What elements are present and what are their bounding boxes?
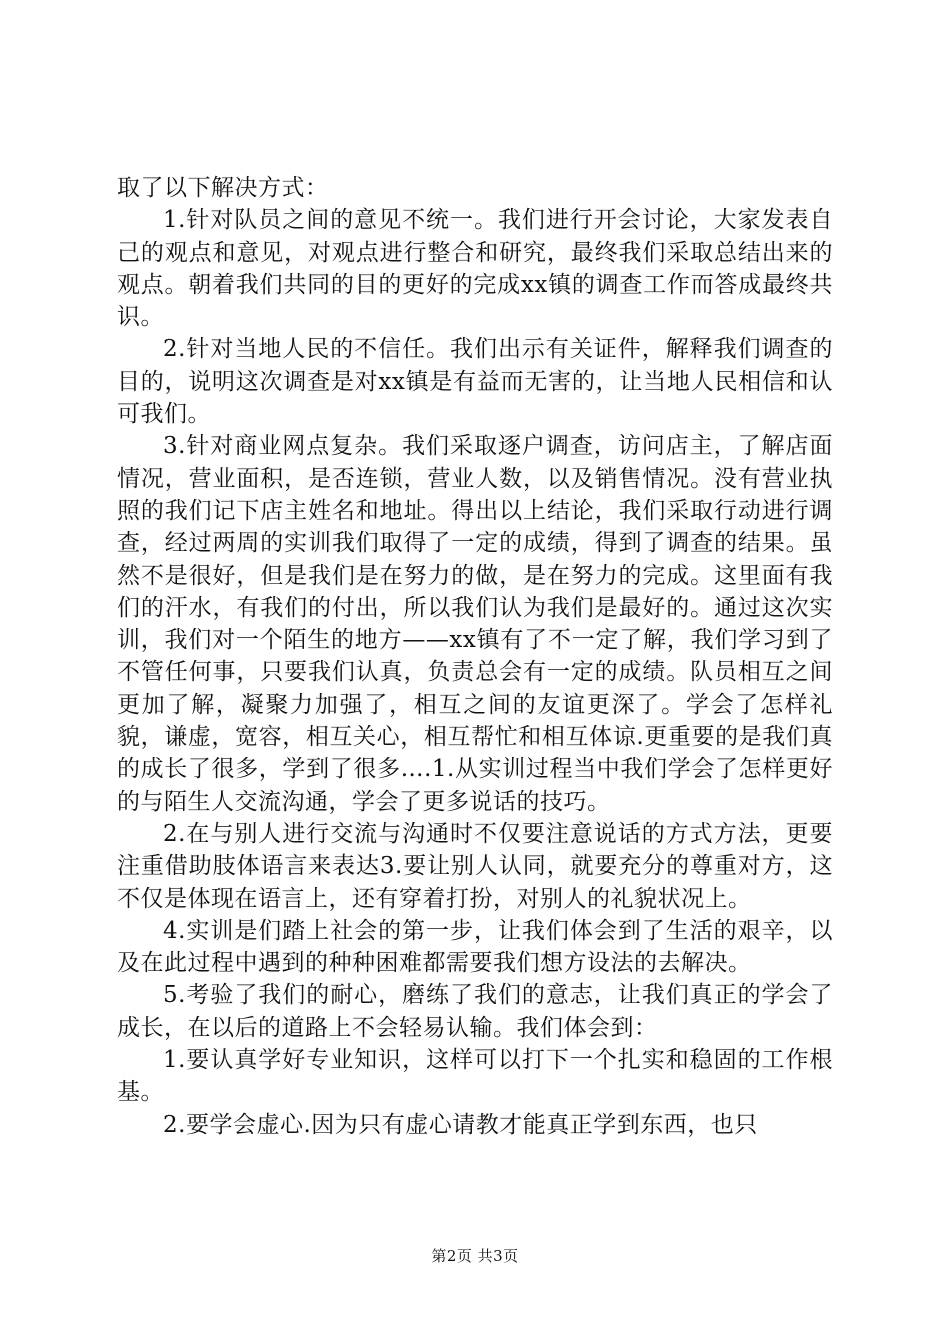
document-body: [117, 172, 833, 1141]
paragraph-study-knowledge: 1.要认真学好专业知识，这样可以打下一个扎实和稳固的工作根基。: [117, 1047, 833, 1106]
paragraph-first-step: 4.实训是们踏上社会的第一步，让我们体会到了生活的艰辛，以及在此过程中遇到的种种困难都需要我们想方设法的去解决。: [117, 917, 833, 977]
paragraph-item-2-distrust: 2.针对当地人民的不信任。我们出示有关证件，解释我们调查的目的，说明这次调查是对xx镇是有益而无害的，让当地人民相信和认可我们。: [117, 336, 833, 428]
paragraph-item-1-disagreement: 1.针对队员之间的意见不统一。我们进行开会讨论，大家发表自己的观点和意见，对观点进行整合和研究，最终我们采取总结出来的观点。朝着我们共同的目的更好的完成xx镇的调查工作而答成最终共识。: [117, 207, 833, 331]
paragraph-patience: 5.考验了我们的耐心，磨练了我们的意志，让我们真正的学会了成长，在以后的道路上不会轻易认输。我们体会到：: [117, 982, 833, 1041]
paragraph-communication: 2.在与别人进行交流与沟通时不仅要注意说话的方式方法，更要注重借助肢体语言来表达3.要让别人认同，就要充分的尊重对方，这不仅是体现在语言上，还有穿着打扮，对别人的礼貌状况上。: [117, 820, 833, 912]
page-footer: 第2页 共3页: [431, 1247, 519, 1265]
paragraph-continuation: 取了以下解决方式：: [117, 175, 329, 201]
paragraph-item-3-business: 3.针对商业网点复杂。我们采取逐户调查，访问店主，了解店面情况，营业面积，是否连锁，营业人数，以及销售情况。没有营业执照的我们记下店主姓名和地址。得出以上结论，我们采取行动进行调查，经过两周的实训我们取得了一定的成绩，得到了调查的结果。虽然不是很好，但是我们是在努力的做，是在努力的完成。这里面有我们的汗水，有我们的付出，所以我们认为我们是最好的。通过这次实训，我们对一个陌生的地方——xx镇有了不一定了解，我们学习到了不管任何事，只要我们认真，负责总会有一定的成绩。队员相互之间更加了解，凝聚力加强了，相互之间的友谊更深了。学会了怎样礼貌，谦虚，宽容，相互关心，相互帮忙和相互体谅.更重要的是我们真的成长了很多，学到了很多….1.从实训过程当中我们学会了怎样更好的与陌生人交流沟通，学会了更多说话的技巧。: [117, 433, 833, 815]
paragraph-be-modest: 2.要学会虚心.因为只有虚心请教才能真正学到东西，也只: [163, 1111, 758, 1138]
